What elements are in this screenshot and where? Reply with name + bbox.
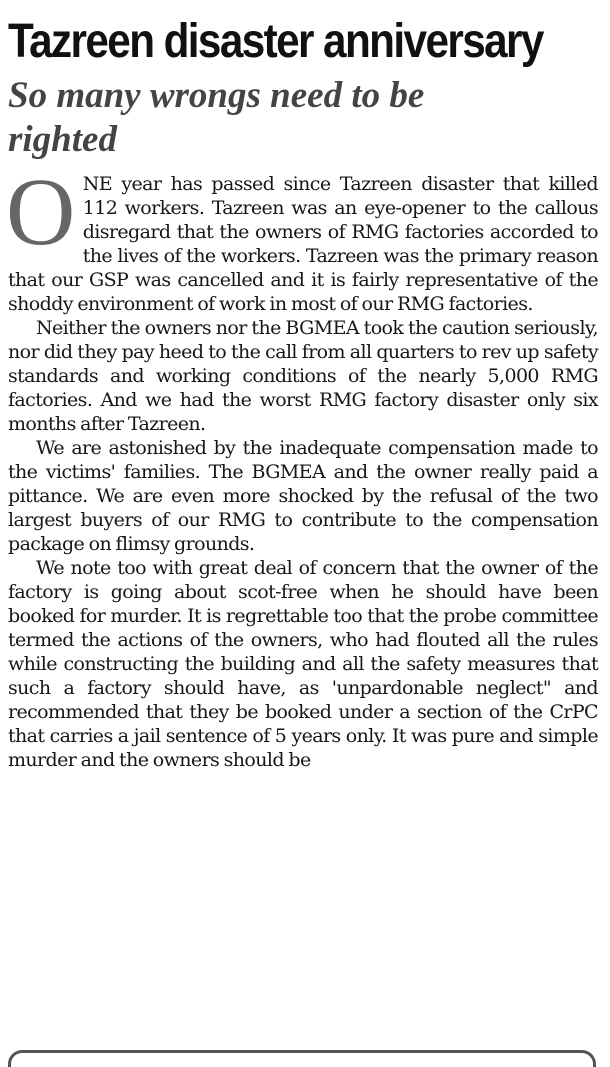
drop-cap: O <box>6 158 75 265</box>
next-article-frame-edge <box>8 1050 596 1067</box>
paragraph-2: Neither the owners nor the BGMEA took the caution seriously, nor did they pay heed to the call from all quarters to rev up safety standards and working conditions of the nearly 5,000 RMG factories. And we had the worst RMG factory disaster only six months after Tazreen. <box>8 317 598 435</box>
headline: Tazreen disaster anniversary <box>8 15 543 68</box>
article-body <box>6 158 598 772</box>
paragraph-1 <box>6 158 598 316</box>
paragraph-4: We note too with great deal of concern that the owner of the factory is going about scot-free when he should have been booked for murder. It is regrettable too that the probe committee termed the actions of the owners, who had flouted all the rules while constructing the building and all the safety measures that such a factory should have, as 'unpardonable neglect" and recommended that they be booked under a section of the CrPC that carries a jail sentence of 5 years only. It was pure and simple murder and the owners should be <box>8 557 598 771</box>
subheadline: So many wrongs need to be righted <box>8 75 425 160</box>
editorial-article <box>8 10 598 772</box>
paragraph-3: We are astonished by the inadequate compensation made to the victims' families. The BGMEA and the owner really paid a pittance. We are even more shocked by the refusal of the two largest buyers of our RMG to contribute to the compensation package on flimsy grounds. <box>8 437 598 555</box>
paragraph-1-text: NE year has passed since Tazreen disaster that killed 112 workers. Tazreen was an eye-opener to the callous disregard that the owners of RMG factories accorded to the lives of the workers. Tazreen was the primary reason that our GSP was cancelled and it is fairly representative of the shoddy environment of work in most of our RMG factories. <box>8 173 598 315</box>
